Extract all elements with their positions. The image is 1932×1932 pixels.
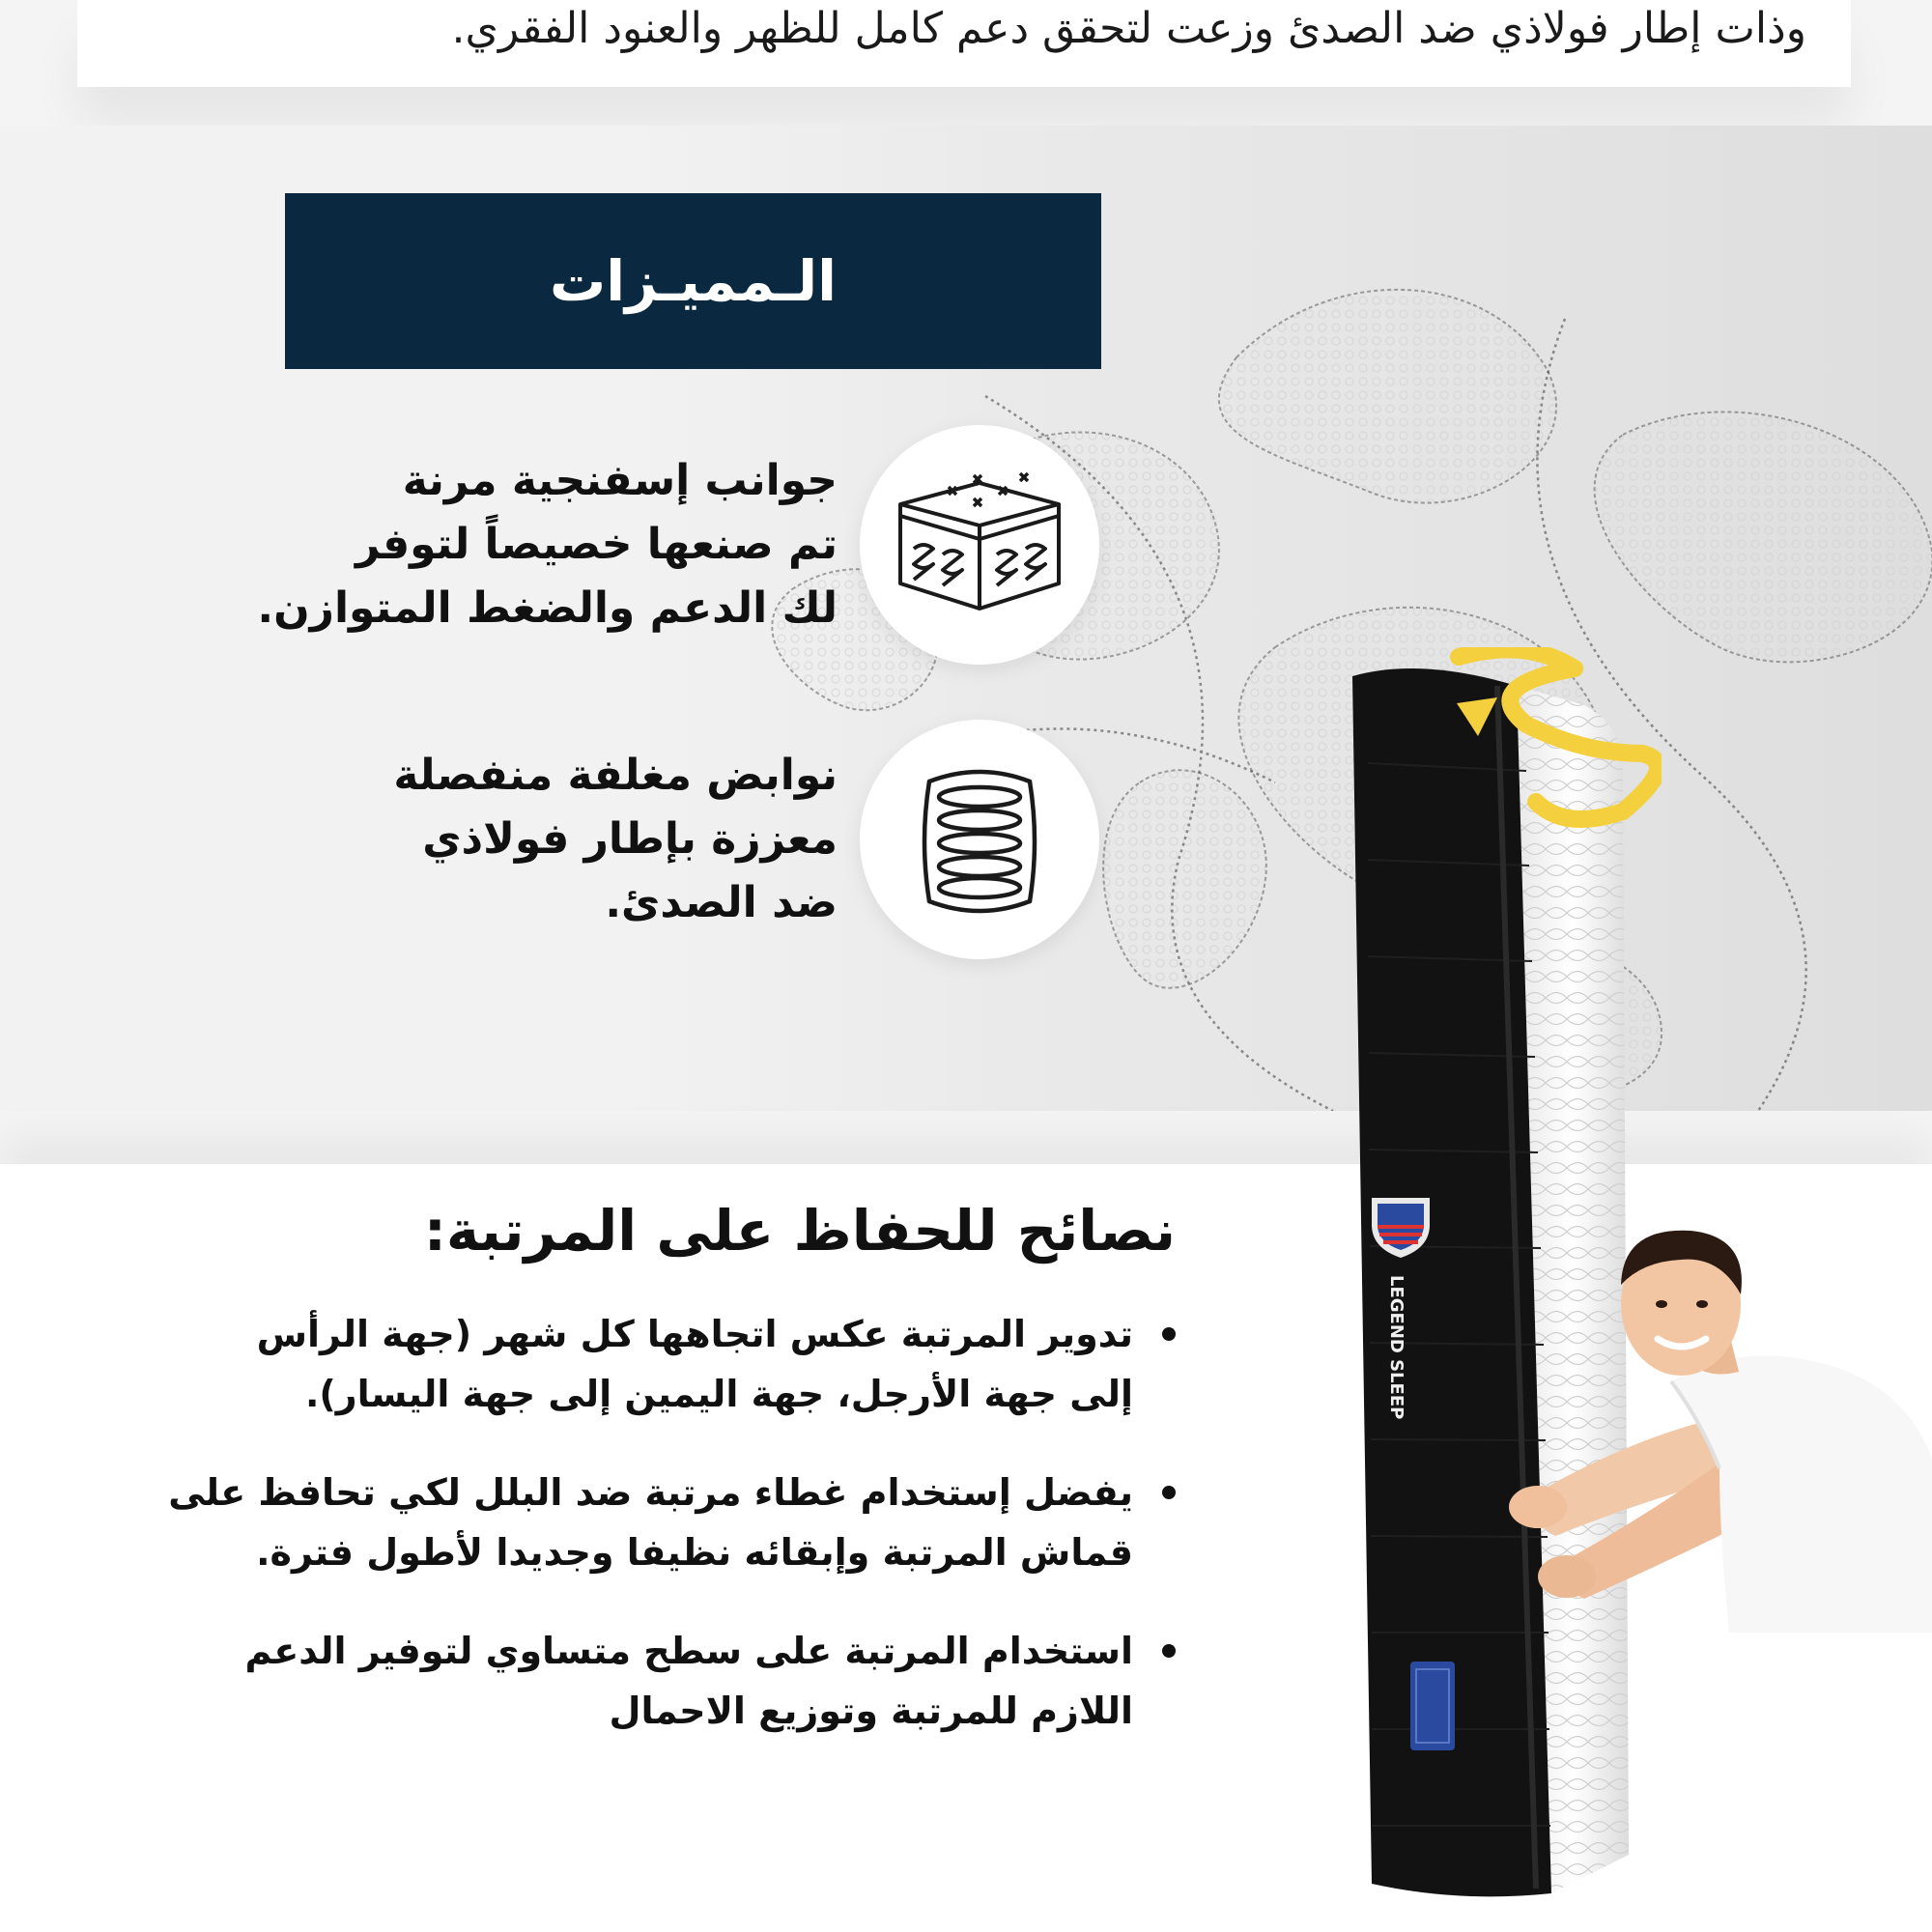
person-image [1488, 1227, 1932, 1633]
list-item [229, 1304, 1176, 1424]
tip-line: قماش المرتبة وإبقائه نظيفا وجديدا لأطول فترة. [256, 1531, 1133, 1574]
tip-line: اللازم للمرتبة وتوزيع الاحمال [609, 1690, 1133, 1732]
feature-icon-circle-1 [860, 425, 1099, 665]
tip-line: تدوير المرتبة عكس اتجاهها كل شهر (جهة الرأس [256, 1313, 1133, 1355]
mattress-springs-icon [860, 425, 1099, 665]
feature-line: تم صنعها خصيصاً لتوفر [355, 520, 838, 569]
tips-list [168, 1304, 1176, 1779]
bullet-icon [1162, 1644, 1176, 1658]
tip-line: استخدام المرتبة على سطح متساوي لتوفير الدعم [244, 1630, 1133, 1672]
features-title: الـمميـزات [550, 248, 837, 314]
feature-text-1 [257, 449, 838, 640]
bullet-icon [1162, 1327, 1176, 1341]
tips-title: نصائح للحفاظ على المرتبة: [423, 1198, 1176, 1264]
feature-line: نوابض مغلفة منفصلة [393, 751, 838, 800]
list-item [168, 1463, 1176, 1582]
tip-line: يفضل إستخدام غطاء مرتبة ضد البلل لكي تحافظ على [168, 1471, 1133, 1514]
feature-line: ضد الصدئ. [605, 878, 838, 927]
feature-line: جوانب إسفنجية مرنة [402, 456, 838, 505]
feature-text-2 [393, 744, 838, 935]
feature-line: معززة بإطار فولاذي [422, 814, 838, 864]
feature-icon-circle-2 [860, 720, 1099, 959]
bullet-icon [1162, 1486, 1176, 1499]
brand-logo: LEGEND SLEEP [1386, 1275, 1406, 1420]
features-title-box [285, 193, 1101, 369]
pocket-spring-icon [860, 720, 1099, 959]
list-item [229, 1621, 1176, 1741]
tip-line: إلى جهة الأرجل، جهة اليمين إلى جهة اليسار). [305, 1373, 1133, 1415]
intro-text: وذات إطار فولاذي ضد الصدئ وزعت لتحقق دعم كامل للظهر والعنود الفقري. [451, 4, 1806, 53]
feature-line: لك الدعم والضغط المتوازن. [257, 583, 838, 633]
quilted-fabric-pattern [599, 280, 1932, 1111]
